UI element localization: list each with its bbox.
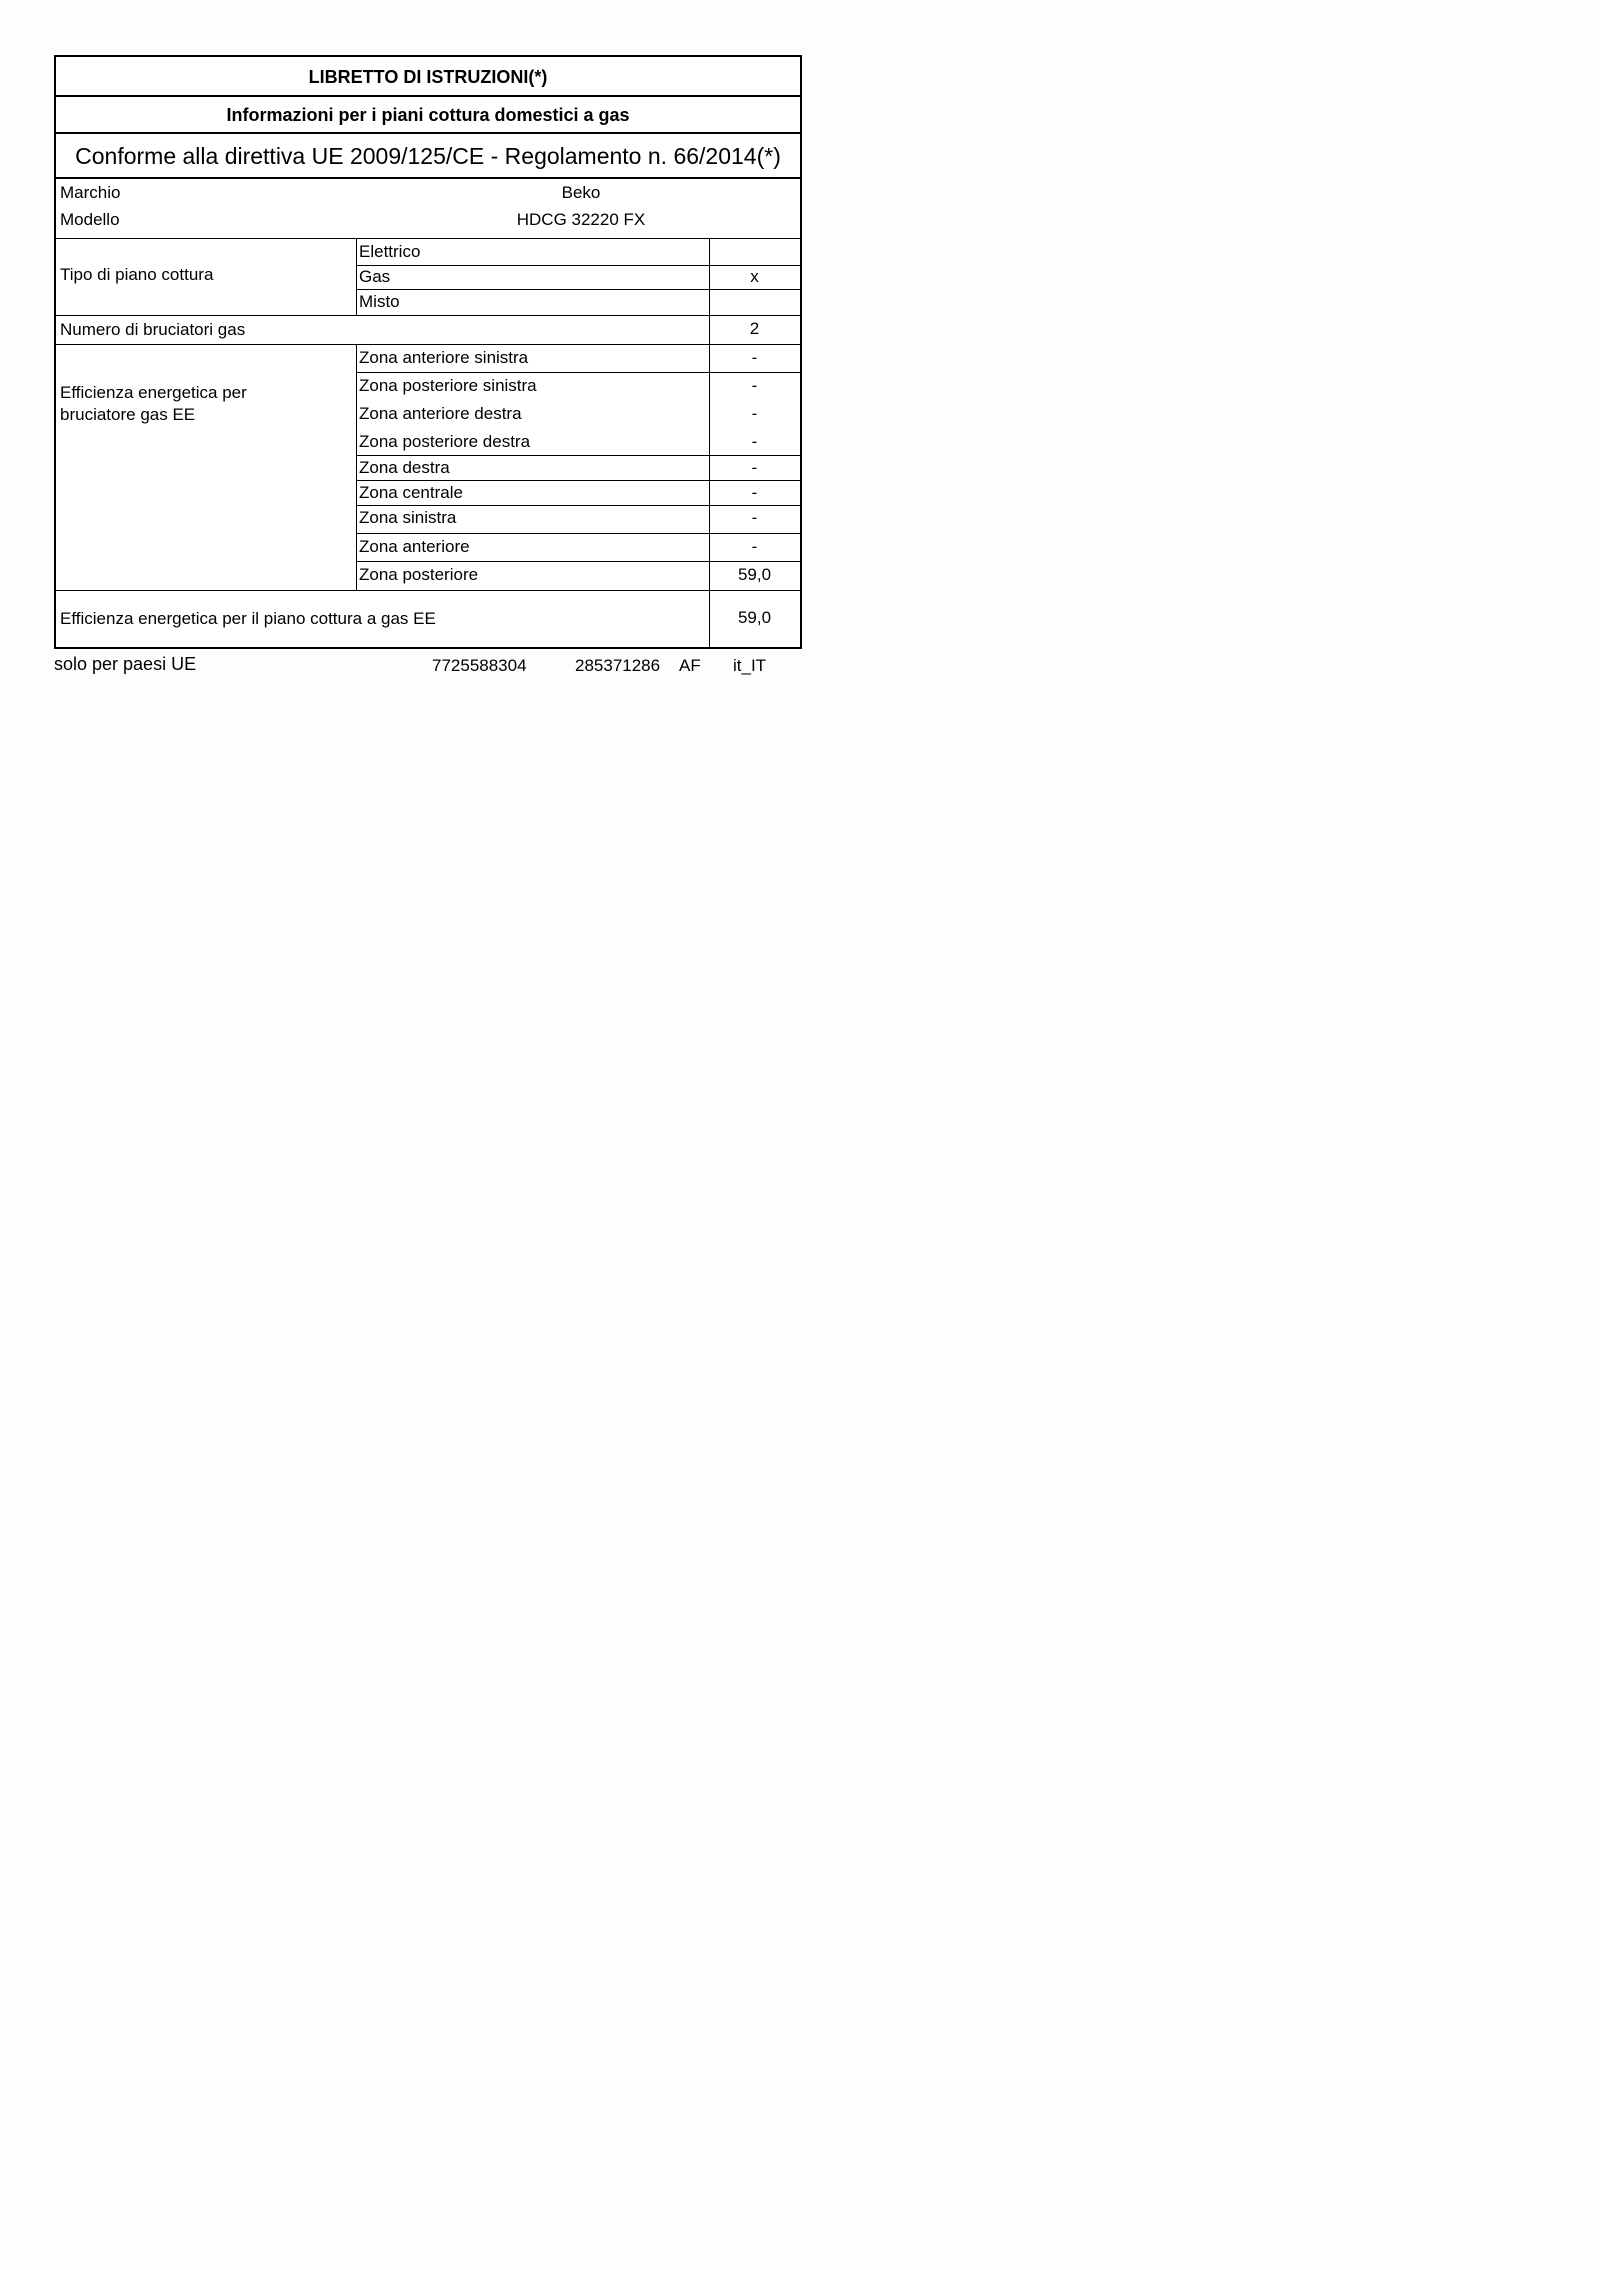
zone-name: Zona anteriore sinistra: [359, 348, 529, 367]
total-efficiency-value: 59,0: [737, 608, 772, 627]
footer-code: 285371286: [575, 656, 661, 675]
zone-value: 59,0: [737, 565, 772, 584]
directive-line: Conforme alla direttiva UE 2009/125/CE - Regolamento n. 66/2014(*): [56, 134, 800, 179]
zone-value: -: [751, 458, 758, 477]
burners-value: 2: [749, 319, 760, 338]
zone-value: -: [751, 404, 758, 423]
footer-locale: it_IT: [733, 656, 767, 675]
zone-value: -: [751, 432, 758, 451]
footer-code: 7725588304: [432, 656, 527, 675]
brand-value: Beko: [561, 183, 601, 202]
footer-note: solo per paesi UE: [54, 654, 197, 674]
zone-value: -: [751, 483, 758, 502]
sheet-title: LIBRETTO DI ISTRUZIONI(*): [56, 57, 800, 97]
zone-value: -: [751, 508, 758, 527]
hob-type-value: x: [750, 267, 759, 286]
total-efficiency-label: Efficienza energetica per il piano cottura a gas EE: [60, 609, 436, 628]
zone-value: -: [751, 537, 758, 556]
model-label: Modello: [60, 210, 120, 229]
burners-label: Numero di bruciatori gas: [60, 320, 246, 339]
hob-type-option: Misto: [359, 292, 400, 311]
hob-type-option: Gas: [359, 267, 391, 286]
zone-name: Zona posteriore sinistra: [359, 376, 537, 395]
zone-value: -: [751, 348, 758, 367]
efficiency-label: bruciatore gas EE: [60, 405, 196, 424]
zone-name: Zona anteriore destra: [359, 404, 522, 423]
energy-info-sheet: [54, 55, 802, 649]
zone-name: Zona anteriore: [359, 537, 470, 556]
zone-name: Zona destra: [359, 458, 450, 477]
efficiency-label: Efficienza energetica per: [60, 383, 247, 402]
footer-code: AF: [679, 656, 701, 675]
model-value: HDCG 32220 FX: [516, 210, 646, 229]
data-table: [56, 239, 800, 647]
hob-type-option: Elettrico: [359, 242, 421, 261]
zone-name: Zona posteriore destra: [359, 432, 531, 451]
zone-name: Zona sinistra: [359, 508, 457, 527]
hob-type-label: Tipo di piano cottura: [60, 265, 214, 284]
sheet-subtitle: Informazioni per i piani cottura domestici a gas: [56, 97, 800, 134]
zone-value: -: [751, 376, 758, 395]
zone-name: Zona posteriore: [359, 565, 479, 584]
zone-name: Zona centrale: [359, 483, 463, 502]
brand-label: Marchio: [60, 183, 121, 202]
identification-section: [56, 179, 800, 239]
